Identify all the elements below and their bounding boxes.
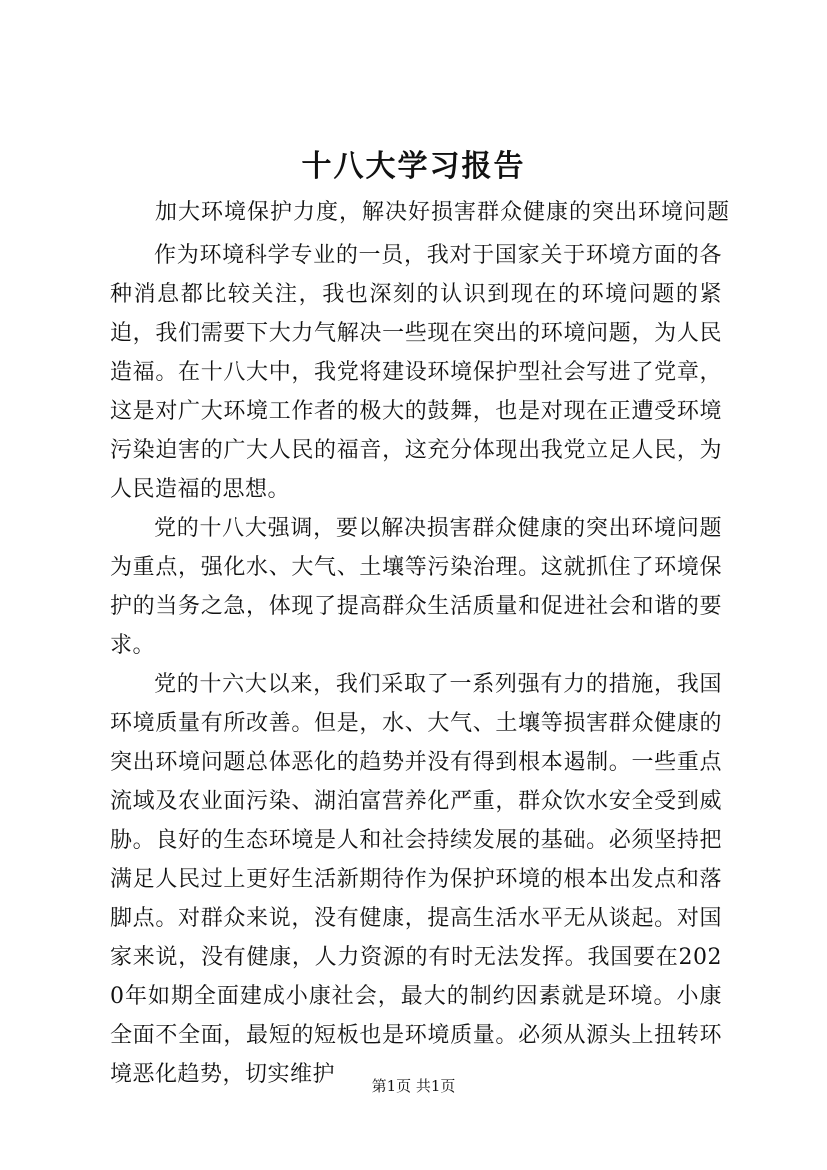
- paragraph: 党的十六大以来，我们采取了一系列强有力的措施，我国环境质量有所改善。但是，水、大气、土壤等损害群众健康的突出环境问题总体恶化的趋势并没有得到根本遏制。一些重点流域及农业面污染、湖泊富营养化严重，群众饮水安全受到威胁。良好的生态环境是人和社会持续发展的基础。必须坚持把满足人民过上更好生活新期待作为保护环境的根本出发点和落脚点。对群众来说，没有健康，提高生活水平无从谈起。对国家来说，没有健康，人力资源的有时无法发挥。我国要在2020年如期全面建成小康社会，最大的制约因素就是环境。小康全面不全面，最短的短板也是环境质量。必须从源头上扭转环境恶化趋势，切实维护: [110, 672, 722, 1087]
- document-title: 十八大学习报告: [301, 149, 526, 184]
- paragraph: 党的十八大强调，要以解决损害群众健康的突出环境问题为重点，强化水、大气、土壤等污染治理。这就抓住了环境保护的当务之急，体现了提高群众生活质量和促进社会和谐的要求。: [110, 516, 722, 658]
- document-body: [110, 236, 722, 1094]
- document-subtitle: 加大环境保护力度，解决好损害群众健康的突出环境问题: [155, 200, 731, 225]
- paragraph: 作为环境科学专业的一员，我对于国家关于环境方面的各种消息都比较关注，我也深刻的认识到现在的环境问题的紧迫，我们需要下大力气解决一些现在突出的环境问题，为人民造福。在十八大中，我党将建设环境保护型社会写进了党章，这是对广大环境工作者的极大的鼓舞，也是对现在正遭受环境污染迫害的广大人民的福音，这充分体现出我党立足人民，为人民造福的思想。: [110, 243, 722, 502]
- page-footer: 第1页 共1页: [371, 1077, 456, 1095]
